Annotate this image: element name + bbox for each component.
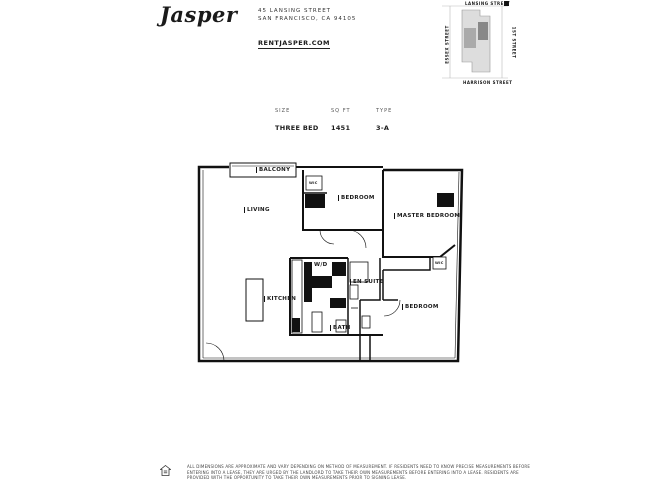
website-link[interactable]: RENTJASPER.COM: [258, 39, 331, 47]
type-label: TYPE: [376, 108, 393, 114]
room-bedroom-1: BEDROOM: [338, 195, 375, 201]
wic-1-label: WIC: [309, 181, 318, 185]
room-bedroom-2: BEDROOM: [402, 304, 439, 310]
room-bath: BATH: [330, 325, 351, 331]
wic-2-label: WIC: [435, 261, 444, 265]
room-living: LIVING: [244, 207, 270, 213]
room-kitchen: KITCHEN: [264, 296, 296, 302]
type-value: 3-A: [376, 124, 390, 132]
address-line-2: SAN FRANCISCO, CA 94105: [258, 16, 357, 22]
street-east: 1ST STREET: [511, 26, 517, 59]
size-value: THREE BED: [275, 124, 319, 132]
street-north: LANSING STREET: [465, 1, 511, 6]
size-label: SIZE: [275, 108, 291, 114]
street-west: ESSEX STREET: [444, 25, 450, 64]
room-master-bedroom: MASTER BEDROOM: [394, 213, 460, 219]
sqft-value: 1451: [331, 124, 351, 132]
street-south: HARRISON STREET: [463, 80, 513, 85]
kitchen-island: [246, 279, 263, 321]
brand-logo: Jasper: [160, 2, 238, 27]
equal-housing-icon: [160, 465, 171, 476]
disclaimer-text: ALL DIMENSIONS ARE APPROXIMATE AND VARY DEPENDING ON METHOD OF MEASUREMENT. IF RESIDENTS NEED TO KNOW PRECISE MEASUREMENTS BEFORE ENTERING INTO A LEASE, THEY ARE URGED BY THE LANDLORD TO TAKE THEIR OWN MEASUREMENTS BEFORE ENTERING INTO A LEASE. RESIDENTS ARE PROVIDED WITH THE OPPORTUNITY TO TAKE THEIR OWN MEASUREMENTS PRIOR TO SIGNING LEASE.: [187, 464, 531, 480]
room-balcony: BALCONY: [256, 167, 290, 173]
address-line-1: 45 LANSING STREET: [258, 8, 332, 14]
exterior-wall: [199, 167, 462, 361]
sqft-label: SQ FT: [331, 108, 351, 114]
room-wd: W/D: [311, 262, 328, 268]
room-en-suite: EN SUITE: [350, 279, 384, 285]
